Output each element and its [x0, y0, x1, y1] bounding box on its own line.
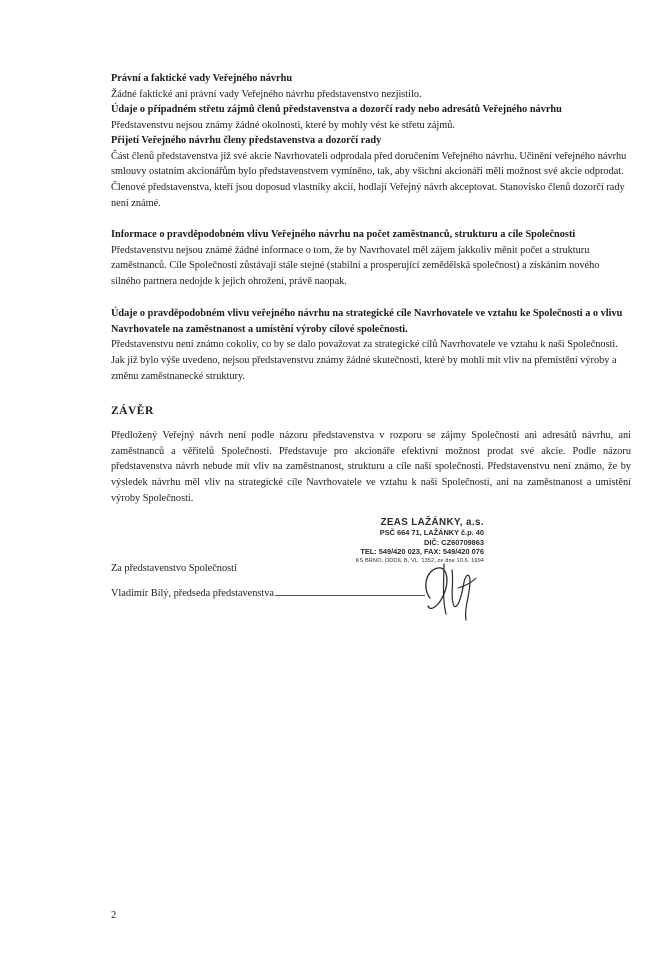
section-employees-impact: [111, 227, 631, 290]
section-heading: Údaje o případném střetu zájmů členů představenstva a dozorčí rady nebo adresátů Veřejného návrhu: [111, 104, 562, 115]
section-conflict-of-interest: [111, 102, 631, 133]
signer-name: Vladimír Bílý, předseda představenstva: [111, 588, 274, 599]
section-legal-defects: [111, 71, 631, 102]
page-number: 2: [111, 910, 117, 921]
stamp-company: ZEAS LAŽÁNKY, a.s.: [380, 517, 484, 528]
section-text: Představenstvu nejsou známy žádné okolnosti, které by mohly vést ke střetu zájmů.: [111, 119, 456, 131]
section-text: Část členů představenstva již své akcie Navrhovateli odprodala před doručením Veřejného návrhu. Učinění veřejného návrhu smlouvy ostatním akcionářům bylo představenstvem vymíněno, tak, aby všichni akcionáři měli možnost své akcie odprodat.: [111, 150, 627, 178]
section-text: Žádné faktické ani právní vady Veřejného návrhu představenstvo nezjistilo.: [111, 88, 422, 100]
stamp-tel: TEL: 549/420 023, FAX: 549/420 076: [360, 547, 484, 557]
conclusion-heading: ZÁVĚR: [111, 405, 154, 417]
section-heading: Informace o pravděpodobném vlivu Veřejného návrhu na počet zaměstnanců, strukturu a cíle Společnosti: [111, 229, 576, 240]
signer-line: [111, 586, 425, 601]
handwritten-signature: [420, 558, 482, 624]
section-heading: Údaje o pravděpodobném vlivu veřejného návrhu na strategické cíle Navrhovatele ve vztahu ke Společnosti a o vlivu Navrhovatele na zaměstnanost a umístění výroby cílové společnosti.: [111, 308, 623, 335]
section-text: Představenstvu není známo cokoliv, co by se dalo považovat za strategické cílů Navrhovatele ve vztahu k naší Společnosti. Jak již bylo výše uvedeno, nejsou představenstvu známy žádné skutečnosti, které by mohlí mít vliv na přemístění výroby a změnu zaměstnanecké struktury.: [111, 339, 618, 382]
conclusion-text: Předložený Veřejný návrh není podle názoru představenstva v rozporu se zájmy Společnosti ani adresátů návrhu, ani zaměstnanců a věřitelů Společnosti. Představuje pro akcionáře efektivní možnost prodat své akcie. Podle názoru představenstva návrh nebude mít vliv na zaměstnanost, strukturu a cíle naší společnosti. Představenstvu není známo, že by výsledek návrhu měl vliv na strategické cíle Navrhovatele ve vztahu k naší Společnosti, ani na zaměstnanost a umístění výroby Společnosti.: [111, 430, 631, 504]
section-conclusion: [111, 428, 631, 507]
signature-label: Za představenstvo Společnosti: [111, 563, 237, 574]
section-heading: Přijetí Veřejného návrhu členy představenstva a dozorčí rady: [111, 135, 382, 146]
signature-line: [275, 586, 425, 596]
section-text: Členové představenstva, kteří jsou doposud vlastníky akcií, hodlají Veřejný návrh akceptovat. Stanovisko členů dozorčí rady není známé.: [111, 182, 625, 209]
stamp-dic: DIČ: CZ60709863: [424, 537, 484, 547]
section-acceptance: [111, 133, 631, 212]
section-strategic-goals: [111, 306, 631, 385]
section-heading: Právní a faktické vady Veřejného návrhu: [111, 73, 293, 84]
section-text: Představenstvu nejsou známé žádné informace o tom, že by Navrhovatel měl zájem jakkoliv měnit počet a strukturu zaměstnanců. Cíle Společnosti zůstávají stále stejné (stabilní a prosperující zemědělská společnost) a získáním nového silného partnera nedojde k jejich ohrožení, právě naopak.: [111, 244, 600, 288]
stamp-address: PSČ 664 71, LAŽÁNKY č.p. 40: [379, 527, 484, 537]
stamp-registry: KS BRNO, ODDÍL B, VL. 1352, ze dne 10.6. 1994: [355, 558, 484, 565]
